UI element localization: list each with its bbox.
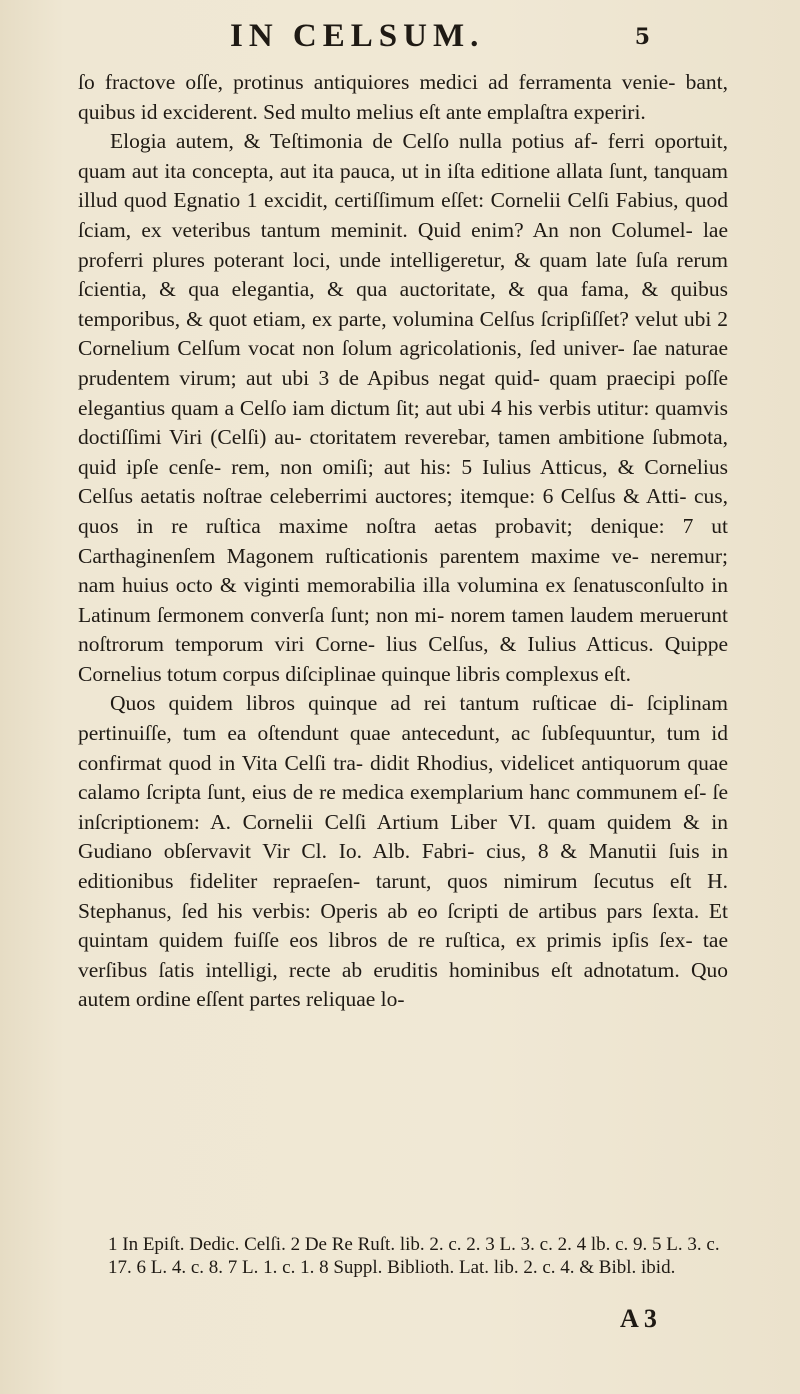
body-text [78,68,728,1015]
running-title: IN CELSUM. [230,18,485,54]
signature-mark: A 3 [620,1304,657,1333]
paragraph: Elogia autem, & Teſtimonia de Celſo nulla potius af- ferri oportuit, quam aut ita concepta, aut ita pauca, ut in iſta editione allata ſunt, tanquam illud quod Egnatio 1 excidit, certiſſimum eſſet: Cornelii Celſi Fabius, quod ſciam, ex veteribus tantum meminit. Quid enim? An non Columel- lae proferri plures poterant loci, unde intelligeretur, & quam late ſuſa rerum ſcientia, & qua elegantia, & qua auctoritate, & qua fama, & quibus temporibus, & quot etiam, ex parte, volumina Celſus ſcripſiſſet? velut ubi 2 Cornelium Celſum vocat non ſolum agricolationis, ſed univer- ſae naturae prudentem virum; aut ubi 3 de Apibus negat quid- quam praecipi poſſe elegantius quam a Celſo iam dictum ſit; aut ubi 4 his verbis utitur: quamvis doctiſſimi Viri (Celſi) au- ctoritatem reverebar, tamen ambitione ſubmota, quid ipſe cenſe- rem, non omiſi; aut his: 5 Iulius Atticus, & Cornelius Celſus aetatis noſtrae celeberrimi auctores; itemque: 6 Celſus & Atti- cus, quos in re ruſtica maxime noſtra aetas probavit; denique: 7 ut Carthaginenſem Magonem ruſticationis parentem maxime ve- neremur; nam huius octo & viginti memorabilia illa volumina ex ſenatusconſulto in Latinum ſermonem converſa ſunt; non mi- norem tamen laudem meruerunt noſtrorum temporum viri Corne- lius Celſus, & Iulius Atticus. Quippe Cornelius totum corpus diſciplinae quinque libris complexus eſt. [78,129,728,686]
paragraph: Quos quidem libros quinque ad rei tantum ruſticae di- ſciplinam pertinuiſſe, tum ea oſtendunt quae antecedunt, ac ſubſequuntur, tum id confirmat quod in Vita Celſi tra- didit Rhodius, videlicet antiquorum quae calamo ſcripta ſunt, eius de re medica exemplarium hanc communem eſ- ſe inſcriptionem: A. Cornelii Celſi Artium Liber VI. quam quidem & in Gudiano obſervavit Vir Cl. Io. Alb. Fabri- cius, 8 & Manutii ſuis in editionibus fideliter repraeſen- tarunt, quos nimirum ſecutus eſt H. Stephanus, ſed his verbis: Operis ab eo ſcripti de artibus pars ſexta. Et quintam quidem fuiſſe eos libros de re ruſtica, ex primis ipſis ſex- tae verſibus ſatis intelligi, recte ab eruditis hominibus eſt adnotatum. Quo autem ordine eſſent partes reliquae lo- [78,691,728,1012]
paragraph: ſo fractove oſſe, protinus antiquiores medici ad ferramenta venie- bant, quibus id exciderent. Sed multo melius eſt ante emplaſtra experiri. [78,70,728,124]
page-number: 5 [634,24,650,50]
footnotes [108,1234,728,1279]
footnote-block: 1 In Epiſt. Dedic. Celſi. 2 De Re Ruſt. lib. 2. c. 2. 3 L. 3. c. 2. 4 lb. c. 9. 5 L. 3. c. 17. 6 L. 4. c. 8. 7 L. 1. c. 1. 8 Suppl. Biblioth. Lat. lib. 2. c. 4. & Bibl. ibid. [108,1234,720,1278]
page-header [80,18,650,62]
